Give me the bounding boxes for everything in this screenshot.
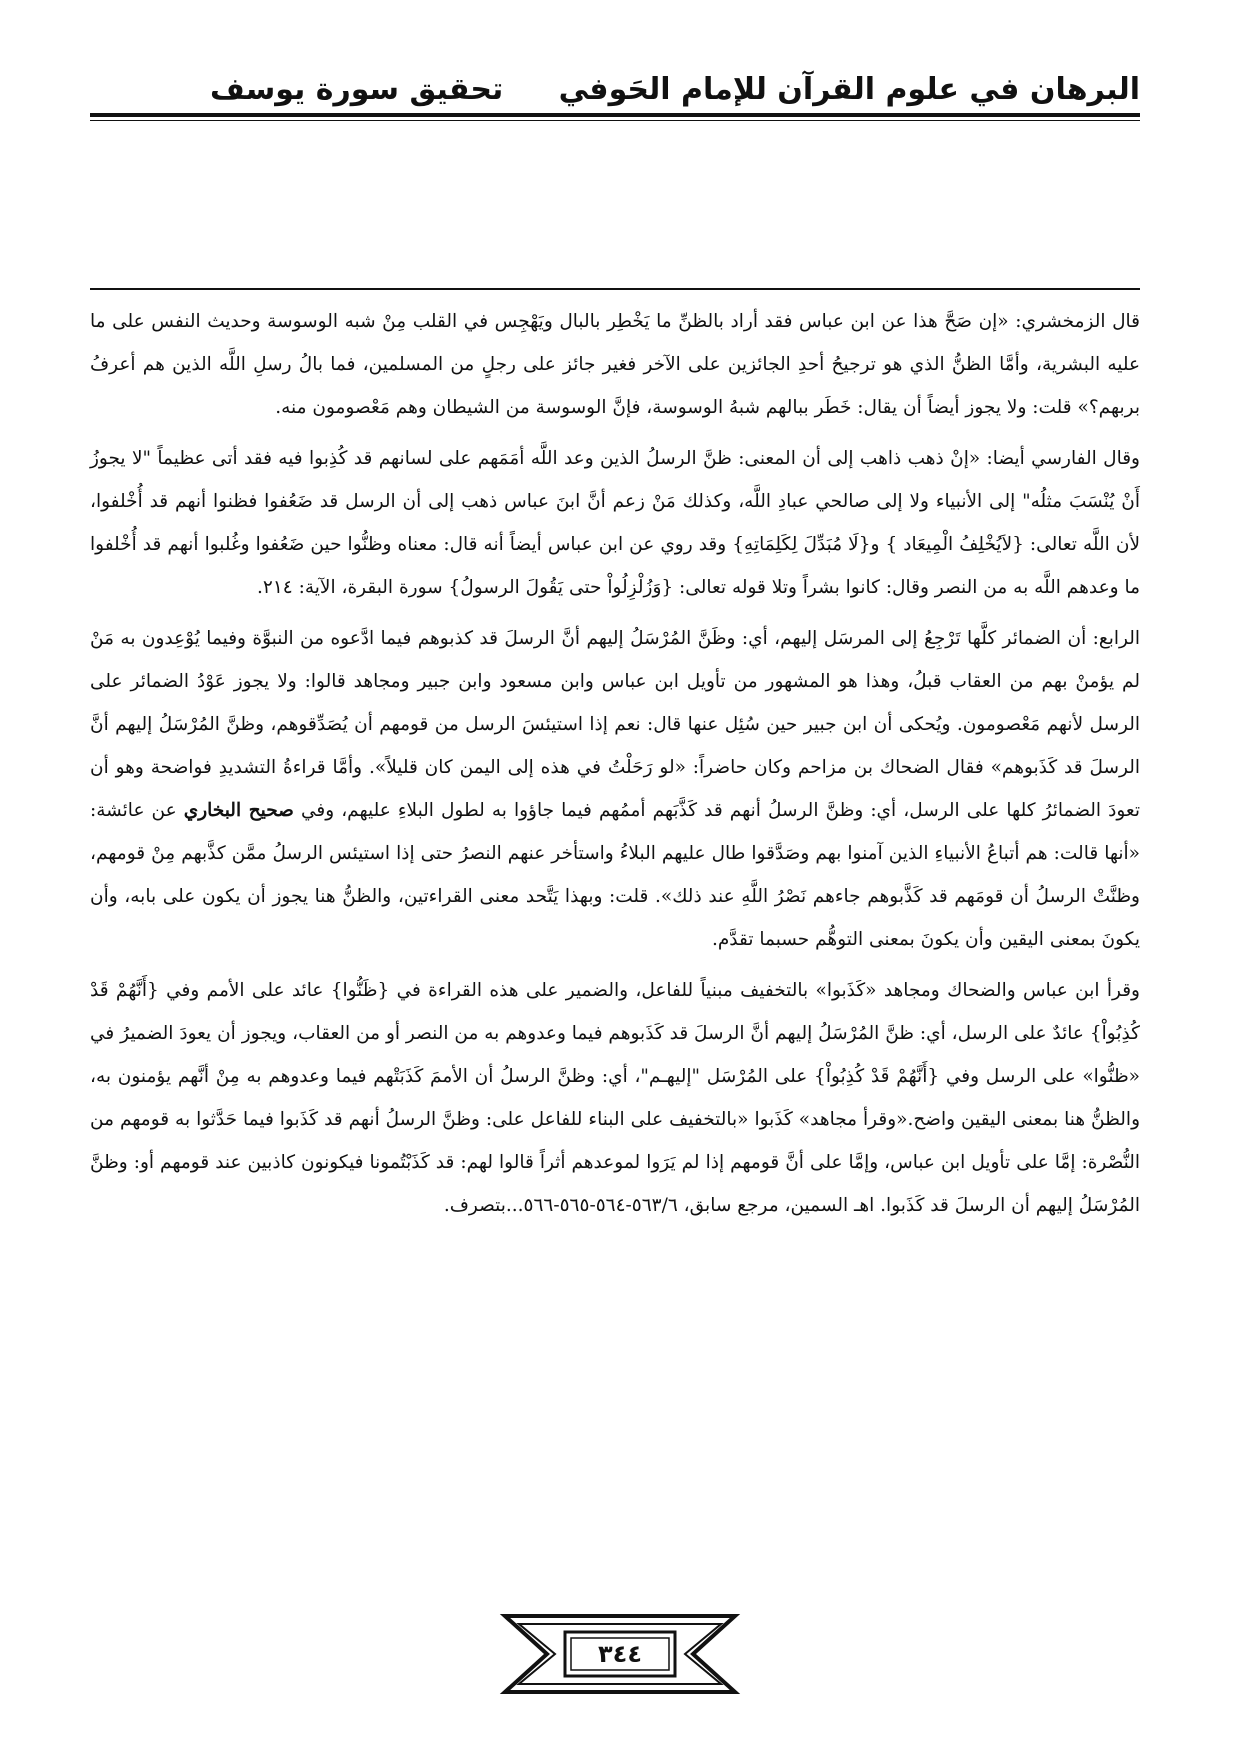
bold-source-name: صحيح البخاري xyxy=(183,800,294,821)
page-number: ٣٤٤ xyxy=(598,1640,642,1668)
page-header xyxy=(90,70,1140,118)
page-number-ornament xyxy=(495,1610,745,1698)
footnote-paragraph: وقرأ ابن عباس والضحاك ومجاهد «كَذَبوا» بالتخفيف مبنياً للفاعل، والضمير على هذه القراءة في {ظَنُّوا} عائد على الأمم وفي {أَنَّهُمْ قَدْ كُذِبُواْ} عائدٌ على الرسل، أي: ظنَّ المُرْسَلُ إليهم أنَّ الرسلَ قد كَذَبوهم فيما وعدوهم به من النصر أو من العقاب، ويجوز أن يعودَ الضميرُ في «ظنُّوا» على الرسل وفي {أَنَّهُمْ قَدْ كُذِبُواْ} على المُرْسَل "إليهـم"، أي: وظنَّ الرسلُ أن الأممَ كَذَبَتْهم فيما وعدوهم به مِنْ أنَّهم يؤمنون به، والظنُّ هنا بمعنى اليقين واضح.«وقرأ مجاهد» كَذَبوا «بالتخفيف على البناء للفاعل على: وظنَّ الرسلُ أنهم قد كَذَبوا فيما حَدَّثوا به قومهم من النُّصْرة: إمَّا على تأويل ابن عباس، وإمَّا على أنَّ قومهم إذا لم يَرَوا لموعدهم أثراً قالوا لهم: قد كَذَبْتُمونا فيكونون كاذبين عند قومهم أو: وظنَّ المُرْسَلُ إليهم أن الرسلَ قد كَذَبوا. اهـ السمين، مرجع سابق، ٥٦٣/٦-٥٦٤-٥٦٥-٥٦٦...بتصرف. xyxy=(90,980,1140,1216)
header-rule-thick xyxy=(90,113,1140,117)
section-title: تحقيق سورة يوسف xyxy=(210,72,504,107)
footnote-paragraph: الرابع: أن الضمائر كلَّها تَرْجِعُ إلى المرسَل إليهم، أي: وظَنَّ المُرْسَلُ إليهم أنَّ الرسلَ قد كذبوهم فيما ادَّعوه من النبوَّة وفيما يُوْعِدون به مَنْ لم يؤمنْ بهم من العقاب قبلُ، وهذا هو المشهور من تأويل ابن عباس وابن مسعود وابن جبير ومجاهد قالوا: ولا يجوز عَوْدُ الضمائر على الرسل لأنهم مَعْصومون. ويُحكى أن ابن جبير حين سُئِل عنها قال: نعم إذا استيئسَ الرسل من قومهم أن يُصَدِّقوهم، وظنَّ المُرْسَلُ إليهم أنَّ الرسلَ قد كَذَبوهم» فقال الضحاك بن مزاحم وكان حاضراً: «لو رَحَلْتُ في هذه إلى اليمن كان قليلاً». وأمَّا قراءةُ التشديدِ فواضحة وهو أن تعودَ الضمائرُ كلها على الرسل، أي: وظنَّ الرسلُ أنهم قد كَذَّبَهم أممُهم فيما جاؤوا به لطول البلاءِ عليهم، وفي صحيح البخاري عن عائشة: «أنها قالت: هم أتباعُ الأنبياءِ الذين آمنوا بهم وصَدَّقوا طال عليهم البلاءُ واستأخر عنهم النصرُ حتى إذا استيئس الرسلُ ممَّن كذَّبهم مِنْ قومهم، وظنَّتْ الرسلُ أن قومَهم قد كَذَّبوهم جاءهم نَصْرُ اللَّهِ عند ذلك». قلت: وبهذا يَتَّحد معنى القراءتين، والظنُّ هنا يجوز أن يكون على بابه، وأن يكونَ بمعنى اليقين وأن يكونَ بمعنى التوهُّم حسبما تقدَّم. xyxy=(90,628,1141,950)
footnote-paragraph: قال الزمخشري: «إن صَحَّ هذا عن ابن عباس فقد أراد بالظنِّ ما يَخْطِر بالبال ويَهْجِس في القلب مِنْ شبه الوسوسة وحديث النفس على ما عليه البشرية، وأمَّا الظنُّ الذي هو ترجيحُ أحدِ الجائزين على الآخر فغير جائز على رجلٍ من المسلمين، فما بالُ رسلِ اللَّه الذين هم أعرفُ بربهم؟» قلت: ولا يجوز أيضاً أن يقال: خَطَر ببالهم شبهُ الوسوسة، فإنَّ الوسوسة من الشيطان وهم مَعْصومون منه. xyxy=(90,311,1140,418)
header-rule-thin xyxy=(90,120,1140,121)
footnote-body xyxy=(90,300,1140,1235)
footnote-paragraph: وقال الفارسي أيضا: «إنْ ذهب ذاهب إلى أن المعنى: ظنَّ الرسلُ الذين وعد اللَّه أمَمَهم على لسانهم قد كُذِبوا فيه فقد أتى عظيماً "لا يجوزُ أَنْ يُنْسَبَ مثلُه" إلى الأنبياء ولا إلى صالحي عبادِ اللَّه، وكذلك مَنْ زعم أنَّ ابنَ عباس ذهب إلى أن الرسل قد ضَعُفوا فظنوا أنهم قد أُخْلفوا، لأن اللَّه تعالى: {لاَيُخْلِفُ الْمِيعَاد } و{لَا مُبَدِّلَ لِكَلِمَاتِهِ} وقد روي عن ابن عباس أيضاً أنه قال: معناه وظنُّوا حين ضَعُفوا وغُلبوا أنهم قد أُخْلفوا ما وعدهم اللَّه به من النصر وقال: كانوا بشراً وتلا قوله تعالى: {وَزُلْزِلُواْ حتى يَقُولَ الرسولُ} سورة البقرة، الآية: ٢١٤. xyxy=(90,448,1140,598)
book-title: البرهان في علوم القرآن للإمام الحَوفي xyxy=(558,72,1140,107)
footnote-separator xyxy=(90,288,1140,290)
